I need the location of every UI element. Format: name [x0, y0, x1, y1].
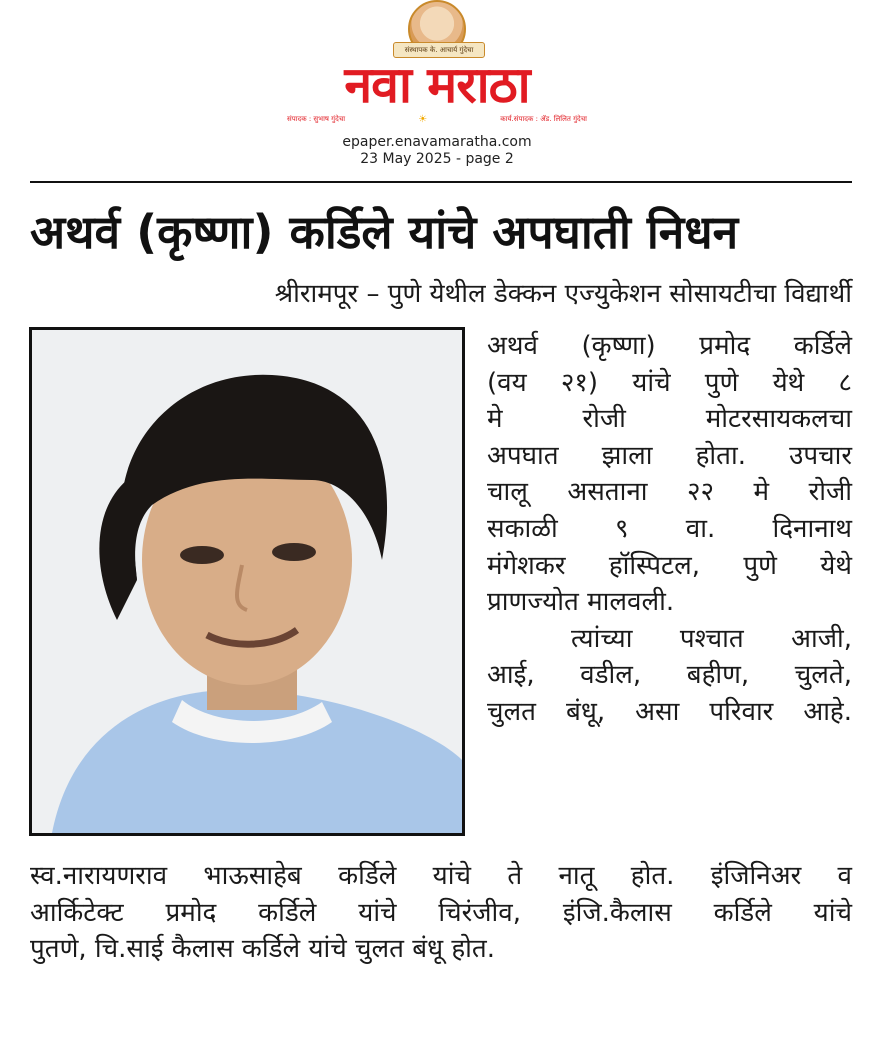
- article-photo: [29, 327, 465, 836]
- column-line: सकाळी ९ वा. दिनानाथ: [487, 513, 852, 544]
- column-line: मे रोजी मोटरसायकलचा: [487, 404, 852, 435]
- column-line: चुलत बंधू, असा परिवार आहे.: [487, 696, 852, 727]
- founder-caption: संस्थापक के. आचार्य गुंदेचा: [393, 42, 485, 58]
- source-date-page: 23 May 2025 - page 2: [360, 151, 514, 167]
- masthead: [0, 0, 874, 180]
- sun-icon: ☀: [418, 114, 428, 125]
- column-line: मंगेशकर हॉस्पिटल, पुणे येथे: [487, 550, 852, 581]
- newspaper-logo: नवा मराठा: [344, 56, 530, 114]
- column-line: (वय २१) यांचे पुणे येथे ८: [487, 367, 852, 398]
- column-line: आई, वडील, बहीण, चुलते,: [487, 660, 852, 691]
- portrait-illustration: [32, 330, 462, 833]
- editor-credit: संपादक : सुभाष गुंदेचा: [287, 115, 346, 123]
- article-intro-line: श्रीरामपूर – पुणे येथील डेक्कन एज्युकेशन सोसायटीचा विद्यार्थी: [274, 279, 852, 309]
- column-line: अथर्व (कृष्णा) प्रमोद कर्डिले: [487, 331, 852, 361]
- executive-editor-credit: कार्य.संपादक : ॲड. लिलित गुंदेचा: [500, 115, 587, 123]
- source-site: epaper.enavamaratha.com: [342, 134, 532, 150]
- article-bottom-text: [30, 858, 852, 968]
- bottom-line: आर्किटेक्ट प्रमोद कर्डिले यांचे चिरंजीव, इंजि.कैलास कर्डिले यांचे: [30, 897, 852, 928]
- column-line: त्यांच्या पश्चात आजी,: [571, 623, 852, 654]
- bottom-line: स्व.नारायणराव भाऊसाहेब कर्डिले यांचे ते नातू होत. इंजिनिअर व: [30, 861, 852, 891]
- masthead-credits: [287, 113, 587, 126]
- article-column-text: [487, 328, 852, 731]
- column-line: अपघात झाला होता. उपचार: [487, 440, 852, 471]
- column-line: प्राणज्योत मालवली.: [487, 587, 675, 618]
- column-line: चालू असताना २२ मे रोजी: [487, 477, 852, 508]
- article-headline: अथर्व (कृष्णा) कर्डिले यांचे अपघाती निधन: [30, 205, 739, 259]
- source-info: [0, 134, 874, 168]
- bottom-line: पुतणे, चि.साई कैलास कर्डिले यांचे चुलत बंधू होत.: [30, 934, 495, 965]
- header-divider: [30, 181, 852, 183]
